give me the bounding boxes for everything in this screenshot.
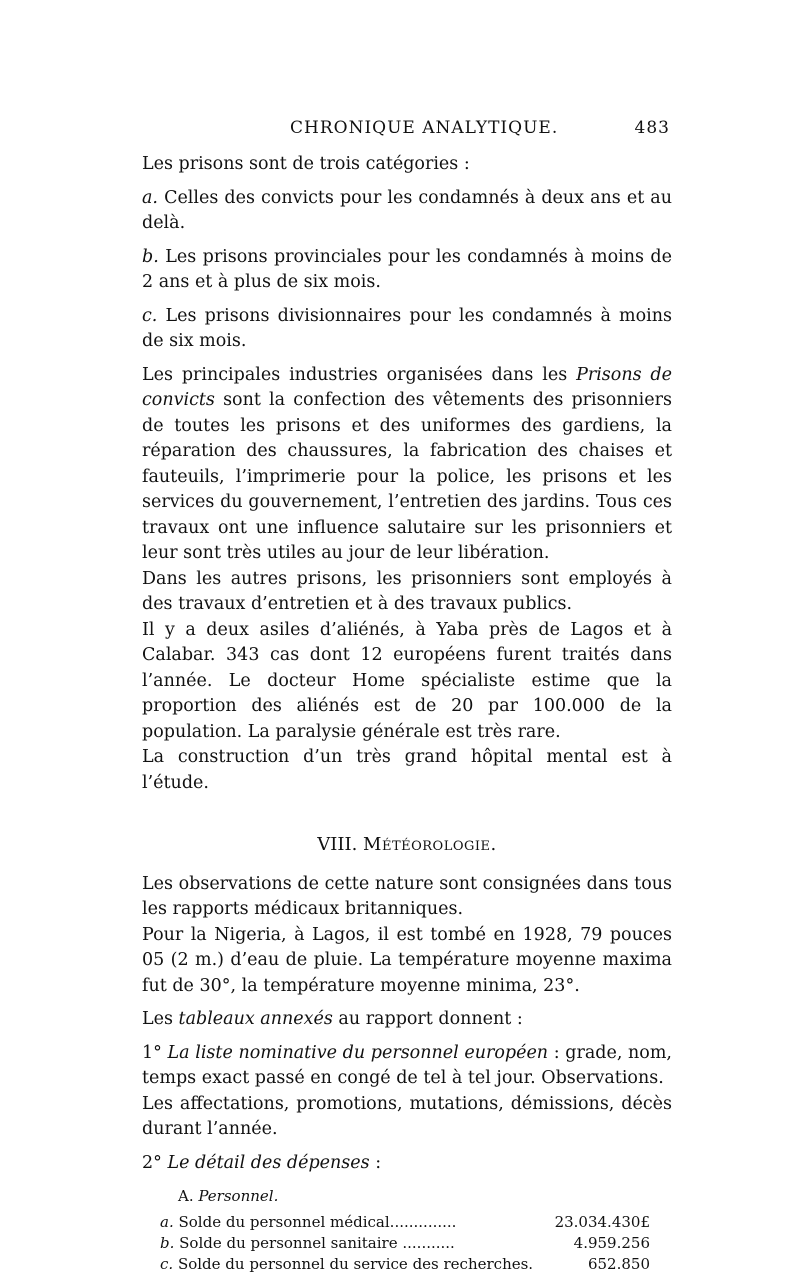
expense-text: Solde du personnel du service des recherches.	[177, 1254, 534, 1273]
list-number: 2°	[142, 1152, 162, 1173]
section-title: Météorologie.	[363, 834, 497, 855]
paragraph-prisons-intro	[142, 152, 672, 178]
paragraph-text: Les observations de cette nature sont consignées dans tous les rapports médicaux britanniques.	[142, 873, 672, 919]
expense-text: Solde du personnel sanitaire	[179, 1233, 398, 1252]
paragraph-observations	[142, 872, 672, 923]
expense-text: Solde du personnel médical	[178, 1212, 390, 1231]
paragraph-text: Les principales industries organisées dans les	[142, 364, 568, 385]
paragraph-text: Les	[142, 1009, 173, 1029]
expense-amount: 4.959.256	[573, 1233, 650, 1252]
paragraph-text: Les affectations, promotions, mutations, démissions, décès durant l’année.	[142, 1093, 672, 1139]
paragraph-text: : grade, nom, temps exact passé en congé de tel à tel jour. Observations.	[142, 1042, 672, 1088]
expense-letter: a.	[160, 1212, 174, 1231]
expense-leader: ...........	[402, 1233, 455, 1252]
paragraph-text: sont la confection des vêtements des prisonniers de toutes les prisons et des uniformes des gardiens, la réparation des chaussures, la fabrication des chaises et fauteuils, l’imprimerie pour la police, les prisons et les services du gouvernement, l’entretien des jardins. Tous ces travaux ont une influence salutaire sur les prisonniers et leur sont très utiles au jour de leur libération.	[142, 390, 672, 563]
expense-letter: b.	[160, 1233, 175, 1252]
expense-label	[160, 1233, 455, 1254]
paragraph-text: Dans les autres prisons, les prisonniers sont employés à des travaux d’entretien et à des travaux publics.	[142, 568, 672, 614]
expenses-table	[142, 1212, 672, 1275]
italic-phrase: tableaux annexés	[178, 1009, 333, 1029]
list-letter: b.	[142, 246, 159, 267]
paragraph-prison-category-c	[142, 304, 672, 355]
italic-phrase: Prisons de convicts	[142, 364, 672, 410]
italic-phrase: Le détail des dépenses	[167, 1152, 370, 1173]
paragraph-expenses-detail	[142, 1151, 672, 1177]
paragraph-asylums	[142, 618, 672, 746]
expense-amount: 652.850	[587, 1254, 650, 1273]
paragraph-text: Les prisons sont de trois catégories :	[142, 154, 470, 174]
section-number: VIII.	[317, 834, 358, 855]
expense-row	[142, 1254, 672, 1275]
paragraph-lagos-rain	[142, 923, 672, 1000]
running-title: CHRONIQUE ANALYTIQUE.	[290, 118, 559, 138]
expense-leader: ..............	[389, 1212, 457, 1231]
list-letter: c.	[142, 305, 158, 326]
paragraph-personnel-list	[142, 1041, 672, 1092]
expenses-subheading	[142, 1184, 672, 1210]
paragraph-text: Il y a deux asiles d’aliénés, à Yaba près de Lagos et à Calabar. 343 cas dont 12 européens furent traités dans l’année. Le docteur Home spécialiste estime que la proportion des aliénés est de 20 par 100.000 de la population. La paralysie générale est très rare.	[142, 619, 672, 742]
paragraph-prison-category-a	[142, 186, 672, 237]
page-body	[142, 152, 672, 1275]
paragraph-affectations	[142, 1092, 672, 1143]
paragraph-text: Pour la Nigeria, à Lagos, il est tombé en 1928, 79 pouces 05 (2 m.) d’eau de pluie. La température moyenne maxima fut de 30°, la température moyenne minima, 23°.	[142, 924, 672, 996]
paragraph-industries	[142, 363, 672, 567]
subheading-title: Personnel.	[198, 1187, 279, 1205]
expense-row	[142, 1212, 672, 1233]
paragraph-text: La construction d’un très grand hôpital mental est à l’étude.	[142, 747, 672, 793]
expense-row	[142, 1233, 672, 1254]
expense-label	[160, 1212, 456, 1233]
expense-amount: 23.034.430£	[554, 1212, 650, 1231]
paragraph-text: au rapport donnent :	[338, 1009, 523, 1029]
list-number: 1°	[142, 1042, 162, 1063]
italic-phrase: La liste nominative du personnel européen	[167, 1042, 549, 1063]
paragraph-other-prisons	[142, 567, 672, 618]
section-heading	[142, 832, 672, 858]
subheading-letter: A.	[178, 1187, 194, 1205]
list-letter: a.	[142, 187, 158, 208]
expense-letter: c.	[160, 1254, 174, 1273]
expense-label	[160, 1254, 533, 1275]
paragraph-tables	[142, 1007, 672, 1033]
paragraph-text: Les prisons divisionnaires pour les condamnés à moins de six mois.	[142, 305, 672, 351]
paragraph-mental-hospital	[142, 745, 672, 796]
paragraph-text: :	[375, 1152, 382, 1173]
paragraph-prison-category-b	[142, 245, 672, 296]
page-number: 483	[634, 118, 670, 138]
paragraph-text: Les prisons provinciales pour les condamnés à moins de 2 ans et à plus de six mois.	[142, 246, 672, 292]
paragraph-text: Celles des convicts pour les condamnés à deux ans et au delà.	[142, 187, 672, 233]
page-header	[140, 118, 670, 142]
